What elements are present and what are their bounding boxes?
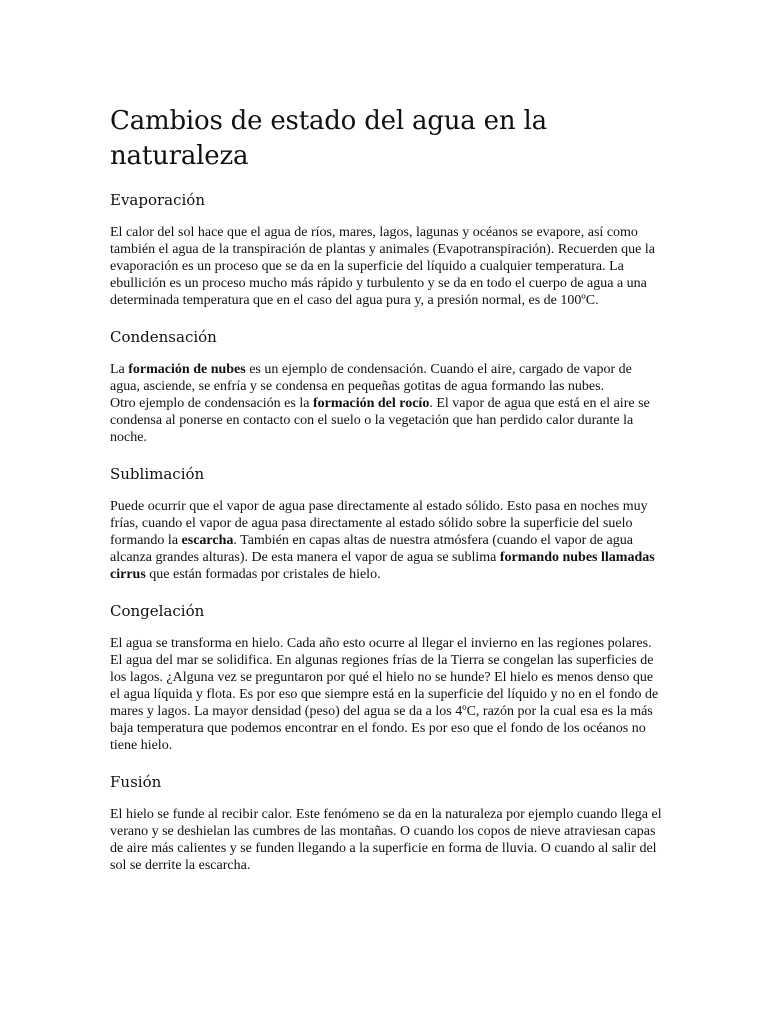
bold-term: formando nubes llamadas cirrus	[110, 550, 655, 582]
page-title: Cambios de estado del agua en la naturaleza	[110, 106, 547, 171]
section	[110, 601, 662, 754]
section-body	[110, 361, 662, 446]
paragraph	[110, 395, 662, 446]
section	[110, 190, 662, 309]
paragraph	[110, 498, 662, 583]
paragraph	[110, 635, 662, 754]
text-run: Otro ejemplo de condensación es la	[110, 396, 313, 411]
section	[110, 772, 662, 874]
text-run: . El vapor de agua que está en el aire se condensa al ponerse en contacto con el suelo o la vegetación que han perdido calor durante la noche.	[110, 396, 650, 445]
text-run: es un ejemplo de condensación. Cuando el aire, cargado de vapor de agua, asciende, se enfría y se condensa en pequeñas gotitas de agua formando las nubes.	[110, 362, 632, 394]
section-body	[110, 635, 662, 754]
section-heading: Congelación	[110, 602, 205, 620]
document-sections	[110, 190, 662, 874]
bold-term: escarcha	[181, 533, 234, 548]
section-heading: Fusión	[110, 773, 162, 791]
section	[110, 464, 662, 583]
text-run: que están formadas por cristales de hielo.	[145, 567, 381, 582]
section-heading: Sublimación	[110, 465, 205, 483]
section-body	[110, 806, 662, 874]
text-run: El hielo se funde al recibir calor. Este fenómeno se da en la naturaleza por ejemplo cuando llega el verano y se deshielan las cumbres de las montañas. O cuando los copos de nieve atraviesan capas de aire más calientes y se funden llegando a la superficie en forma de lluvia. O cuando al salir del sol se derrite la escarcha.	[110, 807, 662, 873]
text-run: . También en capas altas de nuestra atmósfera (cuando el vapor de agua alcanza grandes alturas). De esta manera el vapor de agua se sublima	[110, 533, 633, 565]
text-run: El calor del sol hace que el agua de ríos, mares, lagos, lagunas y océanos se evapore, así como también el agua de la transpiración de plantas y animales (Evapotranspiración). Recuerden que la evaporación es un proceso que se da en la superficie del líquido a cualquier temperatura. La ebullición es un proceso mucho más rápido y turbulento y se da en todo el cuerpo de agua a una determinada temperatura que en el caso del agua pura y, a presión normal, es de 100ºC.	[110, 225, 656, 308]
section-body	[110, 498, 662, 583]
section	[110, 327, 662, 446]
section-heading: Evaporación	[110, 191, 206, 209]
text-run: El agua se transforma en hielo. Cada año esto ocurre al llegar el invierno en las regiones polares. El agua del mar se solidifica. En algunas regiones frías de la Tierra se congelan las superficies de los lagos. ¿Alguna vez se preguntaron por qué el hielo no se hunde? El hielo es menos denso que el agua líquida y flota. Es por eso que siempre está en la superficie del líquido y no en el fondo de mares y lagos. La mayor densidad (peso) del agua se da a los 4ºC, razón por la cual esa es la más baja temperatura que podemos encontrar en el fondo. Es por eso que el fondo de los océanos no tiene hielo.	[110, 636, 659, 753]
paragraph	[110, 806, 662, 874]
paragraph	[110, 224, 662, 309]
bold-term: formación del rocío	[312, 396, 430, 411]
section-body	[110, 224, 662, 309]
section-heading: Condensación	[110, 328, 217, 346]
text-run: La	[110, 362, 129, 377]
document-page	[110, 104, 662, 892]
bold-term: formación de nubes	[128, 362, 246, 377]
text-run: Puede ocurrir que el vapor de agua pase directamente al estado sólido. Esto pasa en noches muy frías, cuando el vapor de agua pasa directamente al estado sólido sobre la superficie del suelo formando la	[110, 499, 648, 548]
paragraph	[110, 361, 662, 395]
